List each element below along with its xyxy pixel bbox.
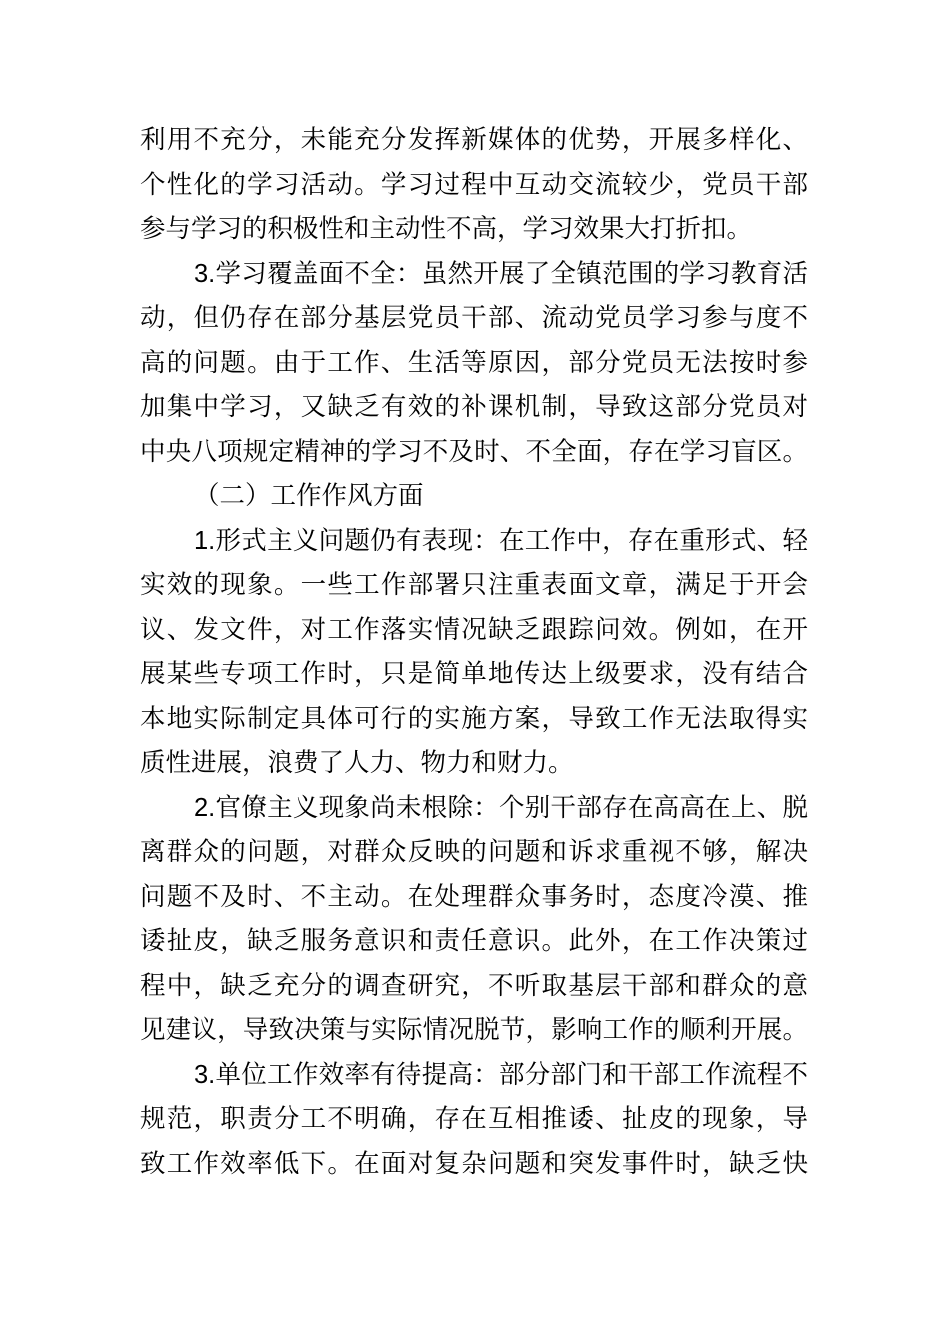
text-line: 规范，职责分工不明确，存在互相推诿、扯皮的现象，导 — [140, 1105, 808, 1133]
text-line: 议、发文件，对工作落实情况缺乏跟踪问效。例如，在开 — [140, 615, 808, 644]
text-line: 3.单位工作效率有待提高：部分部门和干部工作流程不 — [194, 1060, 808, 1089]
text-line: 问题不及时、不主动。在处理群众事务时，态度冷漠、推 — [140, 882, 808, 911]
text-line: 动，但仍存在部分基层党员干部、流动党员学习参与度不 — [140, 304, 808, 332]
text-line: 见建议，导致决策与实际情况脱节，影响工作的顺利开展。 — [140, 1016, 808, 1044]
text-line: 诿扯皮，缺乏服务意识和责任意识。此外，在工作决策过 — [140, 927, 808, 955]
text-line: 加集中学习，又缺乏有效的补课机制，导致这部分党员对 — [140, 393, 808, 421]
text-line: 1.形式主义问题仍有表现：在工作中，存在重形式、轻 — [194, 526, 808, 555]
text-line: 本地实际制定具体可行的实施方案，导致工作无法取得实 — [140, 704, 808, 733]
text-line: 致工作效率低下。在面对复杂问题和突发事件时，缺乏快 — [140, 1149, 808, 1178]
text-line: 参与学习的积极性和主动性不高，学习效果大打折扣。 — [140, 215, 753, 243]
text-line: 个性化的学习活动。学习过程中互动交流较少，党员干部 — [140, 170, 808, 199]
text-line: 利用不充分，未能充分发挥新媒体的优势，开展多样化、 — [140, 126, 808, 154]
text-line: 程中，缺乏充分的调查研究，不听取基层干部和群众的意 — [140, 971, 808, 1000]
text-line: 3.学习覆盖面不全：虽然开展了全镇范围的学习教育活 — [194, 259, 808, 288]
document-body-text — [140, 118, 808, 1186]
text-line: 中央八项规定精神的学习不及时、不全面，存在学习盲区。 — [140, 437, 808, 466]
text-line: 离群众的问题，对群众反映的问题和诉求重视不够，解决 — [140, 838, 808, 866]
text-line: 高的问题。由于工作、生活等原因，部分党员无法按时参 — [140, 348, 808, 377]
text-line: 质性进展，浪费了人力、物力和财力。 — [140, 749, 574, 777]
text-line: 实效的现象。一些工作部署只注重表面文章，满足于开会 — [140, 571, 808, 599]
text-line: 展某些专项工作时，只是简单地传达上级要求，没有结合 — [140, 660, 808, 688]
text-line: （二）工作作风方面 — [194, 482, 424, 510]
text-line: 2.官僚主义现象尚未根除：个别干部存在高高在上、脱 — [194, 793, 808, 822]
